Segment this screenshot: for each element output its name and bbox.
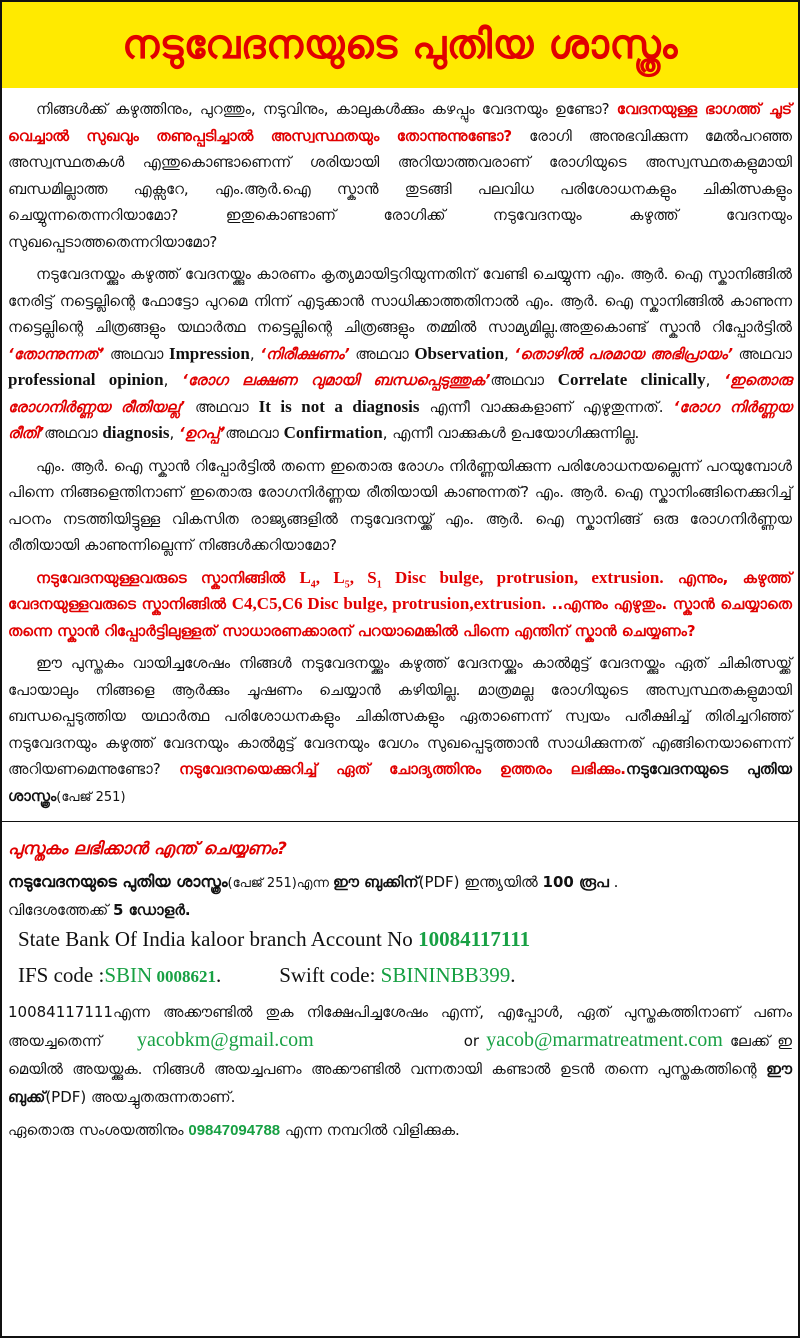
paragraph-mri-report: നടുവേദനയ്ക്കും കഴുത്ത് വേദനയ്ക്കും കാരണം കൃത്യമായിട്ടറിയുന്നതിന് വേണ്ടി ചെയ്യുന്ന എം. ആർ. ഐ സ്കാനിങ്ങിൽ നേരിട്ട് നട്ടെല്ലിന്റെ ഫോട്ടോ പുറമെ നിന്ന് എടുക്കാൻ സാധിക്കാത്തതിനാൽ എം. ആർ. ഐ സ്കാനിങ്ങിൽ കാണുന്ന നട്ടെല്ലിന്റെ ചിത്രങ്ങളും യഥാർത്ഥ നട്ടെല്ലിന്റെ ചിത്രങ്ങളും തമ്മിൽ സാമ്യമില്ല.അതുകൊണ്ട് സ്കാൻ റിപ്പോർട്ടിൽ ‘തോന്നുന്നത്’ അഥവാ Impression, ‘നിരീക്ഷണം’ അഥവാ Observation, ‘തൊഴിൽ പരമായ അഭിപ്രായം’ അഥവാ professional opinion, ‘രോഗ ലക്ഷണ വുമായി ബന്ധപ്പെടുത്തുക’അഥവാ Correlate clinically, ‘ഇതൊരു രോഗനിർണ്ണയ രീതിയല്ല’ അഥവാ It is not a diagnosis എന്നീ വാക്കുകളാണ് എഴുതുന്നത്. ‘രോഗ നിർണ്ണയ രീതി’അഥവാ diagnosis, ‘ഉറപ്പ്’അഥവാ Confirmation, എന്നീ വാക്കുകൾ ഉപയോഗിക്കുന്നില്ല. — [8, 265, 792, 442]
price-inr: 100 രൂപ — [542, 872, 609, 891]
ifs-code-prefix: SBIN — [104, 962, 153, 987]
paragraph-book-benefit: ഈ പുസ്തകം വായിച്ചശേഷം നിങ്ങൾ നടുവേദനയ്ക്കും കഴുത്ത് വേദനയ്ക്കും കാൽമുട്ട് വേദനയ്ക്കും ഏത് ചികിത്സയ്ക്ക് പോയാലും നിങ്ങളെ ആർക്കും ചൂഷണം ചെയ്യാൻ കഴിയില്ല. മാത്രമല്ല രോഗിയുടെ അസ്വസ്ഥതകളുമായി ബന്ധപ്പെടുത്തിയ യഥാർത്ഥ പരിശോധനകളും ചികിത്സകളും ഏതാണെന്ന് സ്വയം പരീക്ഷിച്ച് തിരിച്ചറിഞ്ഞ് നടുവേദനയും കഴുത്ത് വേദനയും കാൽമുട്ട് വേദനയും വേഗം സുഖപ്പെടുത്താൻ സാധിക്കുന്നത് എങ്ങിനെയാണെന്ന് അറിയണമെന്നുണ്ടോ? നടുവേദനയെക്കുറിച്ച് ഏത് ചോദ്യത്തിനും ഉത്തരം ലഭിക്കും.നടുവേദനയുടെ പുതിയ ശാസ്ത്രം(പേജ് 251) — [8, 654, 793, 805]
ifs-code-number: 0008621 — [152, 966, 216, 986]
bank-codes: IFS code :SBIN 0008621. Swift code: SBININBB399. — [18, 962, 516, 987]
paragraph-payment-instructions: 10084117111എന്ന അക്കൗണ്ടിൽ തുക നിക്ഷേപിച്ചശേഷം എന്ന്, എപ്പോൾ, ഏത് പുസ്തകത്തിനാണ് പണം അയച്ചതെന്ന് yacobkm@gmail.com or yacob@marmatreatment.com ലേക്ക് ഇ മെയിൽ അയയ്ക്കുക. നിങ്ങൾ അയച്ചപണം അക്കൗണ്ടിൽ വന്നതായി കണ്ടാൽ ഉടൻ തന്നെ പുസ്തകത്തിന്റെ ഈ ബുക്ക്(PDF) അയച്ചുതരുന്നതാണ്. — [8, 1002, 793, 1106]
phone-number[interactable]: 09847094788 — [188, 1121, 281, 1139]
section-divider — [0, 821, 800, 822]
title-banner — [2, 2, 798, 88]
page-title: നടുവേദനയുടെ പുതിയ ശാസ്ത്രം — [122, 22, 678, 68]
article-body — [8, 96, 792, 1144]
order-heading: പുസ്തകം ലഭിക്കാൻ എന്ത് ചെയ്യണം? — [8, 839, 287, 859]
email-link-marma[interactable]: yacob@marmatreatment.com — [486, 1028, 723, 1051]
swift-code: SBININBB399 — [380, 962, 511, 987]
highlight-question: വേദനയുള്ള ഭാഗത്ത് ചൂട് വെച്ചാൽ സുഖവും തണുപ്പടിച്ചാൽ അസ്വസ്ഥതയും തോന്നുന്നുണ്ടോ? — [8, 100, 792, 145]
paragraph-diagnosis: എം. ആർ. ഐ സ്കാൻ റിപ്പോർട്ടിൽ തന്നെ ഇതൊരു രോഗം നിർണ്ണയിക്കുന്ന പരിശോധനയല്ലെന്ന് പറയുമ്പോൾ പിന്നെ നിങ്ങളെന്തിനാണ് ഇതൊരു രോഗനിർണ്ണയ രീതിയായി കാണുന്നത്? എം. ആർ. ഐ സ്കാനിംങ്ങിനെക്കുറിച്ച് പഠനം നടത്തിയിട്ടുള്ള വികസിത രാജ്യങ്ങളിൽ നടുവേദനയ്ക്ക് എം. ആർ. ഐ സ്കാനിങ്ങ് ഒരു രോഗനിർണ്ണയ രീതിയായി കാണുന്നില്ലെന്ന് നിങ്ങൾക്കറിയാമോ? — [8, 456, 792, 554]
order-foreign-price: വിദേശത്തേക്ക് 5 ഡോളർ. — [8, 901, 191, 919]
paragraph-intro: നിങ്ങൾക്ക് കഴുത്തിനും, പുറത്തും, നടുവിനും, കാലുകൾക്കും കഴപ്പും വേദനയും ഉണ്ടോ? വേദനയുള്ള ഭാഗത്ത് ചൂട് വെച്ചാൽ സുഖവും തണുപ്പടിച്ചാൽ അസ്വസ്ഥതയും തോന്നുന്നുണ്ടോ? രോഗി അനുഭവിക്കുന്ന മേൽപറഞ്ഞ അസ്വസ്ഥതകൾ എന്തുകൊണ്ടാണെന്ന് ശരിയായി അറിയാത്തവരാണ് രോഗിയുടെ അസ്വസ്ഥതകളുമായി ബന്ധമില്ലാത്ത എക്സറേ, എം.ആർ.ഐ സ്കാൻ തുടങ്ങി പലവിധ പരിശോധനകളും ചികിത്സകളും ചെയ്യുന്നതെന്നറിയാമോ? ഇതുകൊണ്ടാണ് രോഗിക്ക് നടുവേദനയും കഴുത്ത് വേദനയും സുഖപ്പെടാത്തതെന്നറിയാമോ? — [8, 100, 792, 251]
account-number: 10084117111 — [418, 926, 531, 951]
bank-details: State Bank Of India kaloor branch Account No 10084117111 — [18, 926, 531, 951]
order-price-line: നടുവേദനയുടെ പുതിയ ശാസ്ത്രം(പേജ് 251)എന്ന ഈ ബുക്കിന്(PDF) ഇന്ത്യയിൽ 100 രൂപ . — [8, 871, 619, 891]
paragraph-disc-bulge: നടുവേദനയുള്ളവരുടെ സ്കാനിങ്ങിൽ $L_4$, $L_5$, $S_1$ Disc bulge, protrusion, extrusion. എന്നും, കഴുത്ത് വേദനയുള്ളവരുടെ സ്കാനിങ്ങിൽ C4,C5,C6 Disc bulge, protrusion,extrusion. ..എന്നും എഴുതും. സ്കാൻ ചെയ്യാതെ തന്നെ സ്കാൻ റിപ്പോർട്ടിലുള്ളത് സാധാരണക്കാരന് പറയാമെങ്കിൽ പിന്നെ എന്തിന് സ്കാൻ ചെയ്യണം? — [8, 567, 792, 640]
contact-line: ഏതൊരു സംശയത്തിനും 09847094788 എന്ന നമ്പറിൽ വിളിക്കുക. — [8, 1120, 460, 1139]
price-usd: 5 ഡോളർ. — [112, 901, 191, 919]
email-link-gmail[interactable]: yacobkm@gmail.com — [136, 1028, 314, 1051]
